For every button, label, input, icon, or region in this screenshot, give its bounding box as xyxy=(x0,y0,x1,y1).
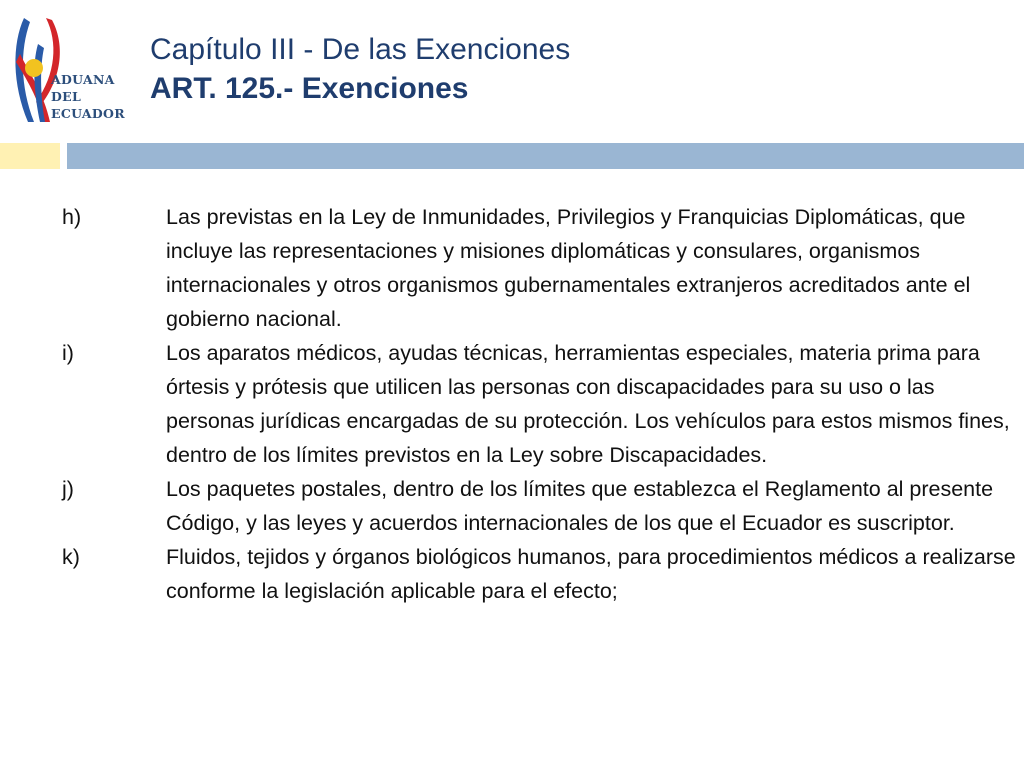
article-content xyxy=(62,200,1020,608)
slide-title xyxy=(150,30,570,108)
chapter-title: Capítulo III - De las Exenciones xyxy=(150,33,571,66)
item-text: Fluidos, tejidos y órganos biológicos humanos, para procedimientos médicos a realizarse conforme la legislación aplicable para el efecto; xyxy=(166,545,1016,603)
aduana-logo xyxy=(10,14,135,129)
accent-bar-right xyxy=(67,143,1024,169)
list-item xyxy=(62,540,1020,608)
list-item xyxy=(62,472,1020,540)
logo-line: DEL xyxy=(51,89,82,104)
logo-line: ADUANA xyxy=(51,72,115,87)
list-item xyxy=(62,200,1020,336)
item-letter: j) xyxy=(62,477,74,501)
item-letter: i) xyxy=(62,341,74,365)
item-letter: h) xyxy=(62,205,82,229)
logo-text xyxy=(51,71,125,122)
list-item xyxy=(62,336,1020,472)
item-text: Los aparatos médicos, ayudas técnicas, herramientas especiales, materia prima para órtesis y prótesis que utilicen las personas con discapacidades para su uso o las personas jurídicas encargadas de su protección. Los vehículos para estos mismos fines, dentro de los límites previstos en la Ley sobre Discapacidades. xyxy=(166,341,1010,467)
item-text: Los paquetes postales, dentro de los límites que establezca el Reglamento al presente Código, y las leyes y acuerdos internacionales de los que el Ecuador es suscriptor. xyxy=(166,477,994,535)
item-letter: k) xyxy=(62,545,80,569)
article-title: ART. 125.- Exenciones xyxy=(150,72,469,105)
item-text: Las previstas en la Ley de Inmunidades, Privilegios y Franquicias Diplomáticas, que incluye las representaciones y misiones diplomáticas y consulares, organismos internacionales y otros organismos gubernamentales extranjeros acreditados ante el gobierno nacional. xyxy=(166,205,971,331)
logo-line: ECUADOR xyxy=(51,106,125,121)
accent-bar-left xyxy=(0,143,60,169)
